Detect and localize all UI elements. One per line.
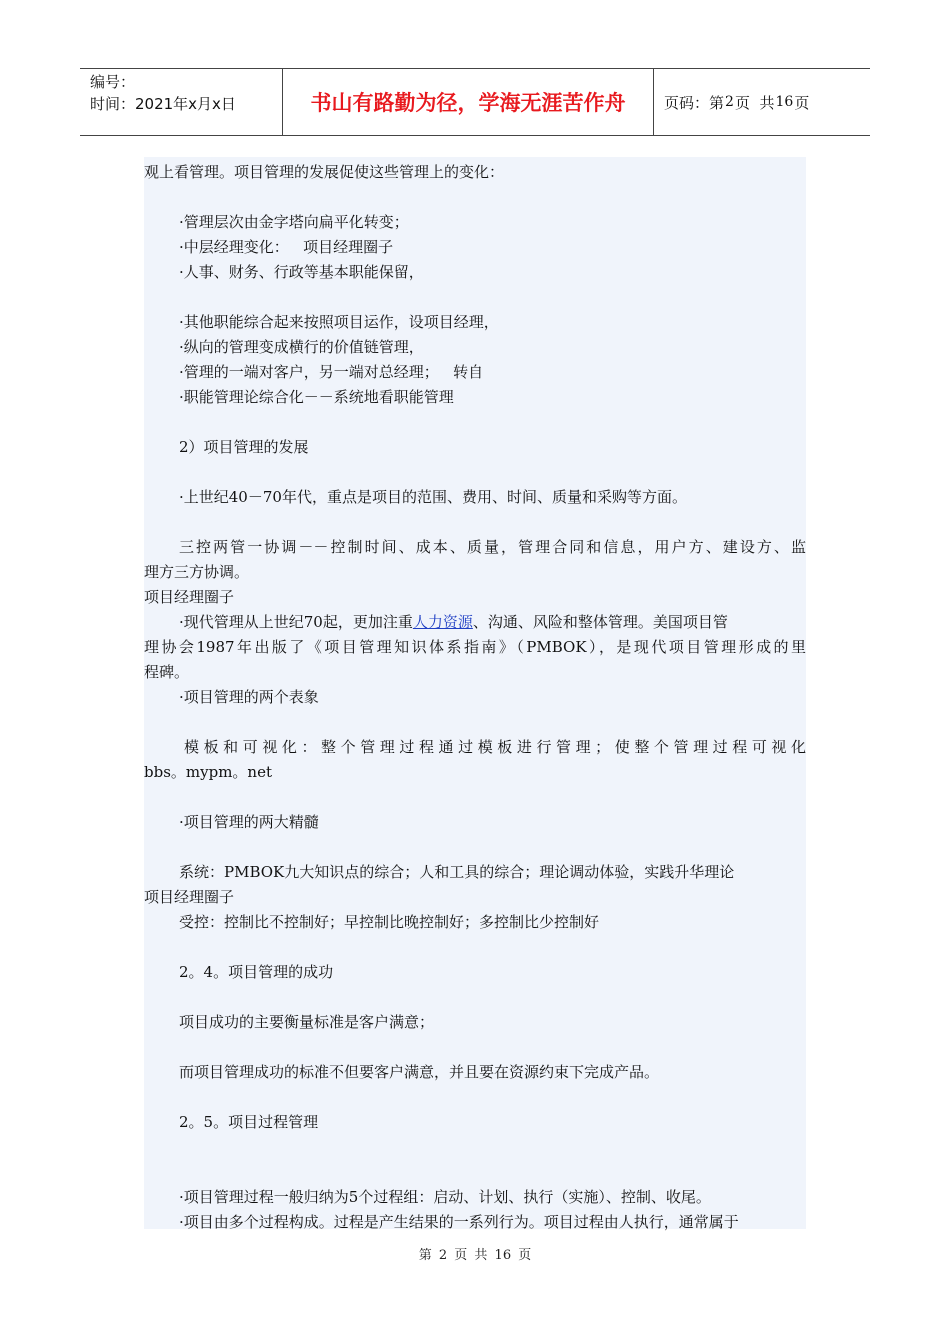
bullet-line: ·纵向的管理变成横行的价值链管理， <box>179 338 424 356</box>
bullet-line: ·项目管理的两个表象 <box>179 688 319 706</box>
page-total: 16 <box>775 94 794 110</box>
text-line: 三控两管一协调－－控制时间、成本、质量，管理合同和信息，用户方、建设方、监 <box>179 538 806 556</box>
code-label: 编号： <box>90 73 136 91</box>
text-line: 程碑。 <box>144 663 190 681</box>
page-suffix: 页 <box>794 93 810 112</box>
bullet-line: ·管理的一端对客户，另一端对总经理； 转自 <box>179 363 484 381</box>
section-heading: 2。4。项目管理的成功 <box>179 963 334 981</box>
text-segment: 、沟通、风险和整体管理。美国项目管 <box>472 613 728 631</box>
hr-link[interactable]: 人力资源 <box>412 613 473 631</box>
bullet-line: ·中层经理变化： 项目经理圈子 <box>179 238 394 256</box>
text-line: 观上看管理。项目管理的发展促使这些管理上的变化： <box>144 163 505 181</box>
header-page-number <box>654 69 870 135</box>
text-line: 系统：PMBOK九大知识点的综合；人和工具的综合；理论调动体验，实践升华理论 <box>179 863 735 881</box>
time-label: 时间：2021年x月x日 <box>90 95 236 113</box>
header-motto: 书山有路勤为径，学海无涯苦作舟 <box>282 69 654 135</box>
text-line: bbs。mypm。net <box>144 763 272 781</box>
page-footer: 第 2 页 共 16 页 <box>418 1248 532 1263</box>
header-meta <box>80 69 282 135</box>
text-line: 而项目管理成功的标准不但要客户满意，并且要在资源约束下完成产品。 <box>179 1063 660 1081</box>
page-prefix: 页码：第 <box>664 93 725 112</box>
bullet-line: ·管理层次由金字塔向扁平化转变； <box>179 213 409 231</box>
text-line: 项目经理圈子 <box>144 588 235 606</box>
page-header <box>80 68 870 136</box>
bullet-line: ·项目管理过程一般归纳为5个过程组：启动、计划、执行（实施）、控制、收尾。 <box>179 1188 711 1206</box>
text-line: 项目成功的主要衡量标准是客户满意； <box>179 1013 435 1031</box>
text-line <box>144 610 806 635</box>
bullet-line: ·职能管理论综合化－－系统地看职能管理 <box>179 388 454 406</box>
section-heading: 2。5。项目过程管理 <box>179 1113 319 1131</box>
bullet-line: ·项目由多个过程构成。过程是产生结果的一系列行为。项目过程由人执行，通常属于 <box>179 1213 739 1231</box>
page-mid: 页 共 <box>734 93 775 112</box>
document-body <box>144 157 806 1229</box>
text-line: 模板和可视化：整个管理过程通过模板进行管理；使整个管理过程可视化 <box>184 738 806 756</box>
text-line: 理协会1987年出版了《项目管理知识体系指南》（PMBOK），是现代项目管理形成的里 <box>144 638 806 656</box>
section-heading: 2）项目管理的发展 <box>179 438 309 456</box>
bullet-line: ·项目管理的两大精髓 <box>179 813 319 831</box>
bullet-line: ·上世纪40－70年代，重点是项目的范围、费用、时间、质量和采购等方面。 <box>179 488 687 506</box>
text-line: 理方三方协调。 <box>144 563 250 581</box>
text-segment: ·现代管理从上世纪70起，更加注重 <box>179 613 413 631</box>
page-current: 2 <box>725 94 734 110</box>
bullet-line: ·人事、财务、行政等基本职能保留， <box>179 263 424 281</box>
text-line: 受控：控制比不控制好；早控制比晚控制好；多控制比少控制好 <box>179 913 600 931</box>
bullet-line: ·其他职能综合起来按照项目运作，设项目经理， <box>179 313 499 331</box>
text-line: 项目经理圈子 <box>144 888 235 906</box>
